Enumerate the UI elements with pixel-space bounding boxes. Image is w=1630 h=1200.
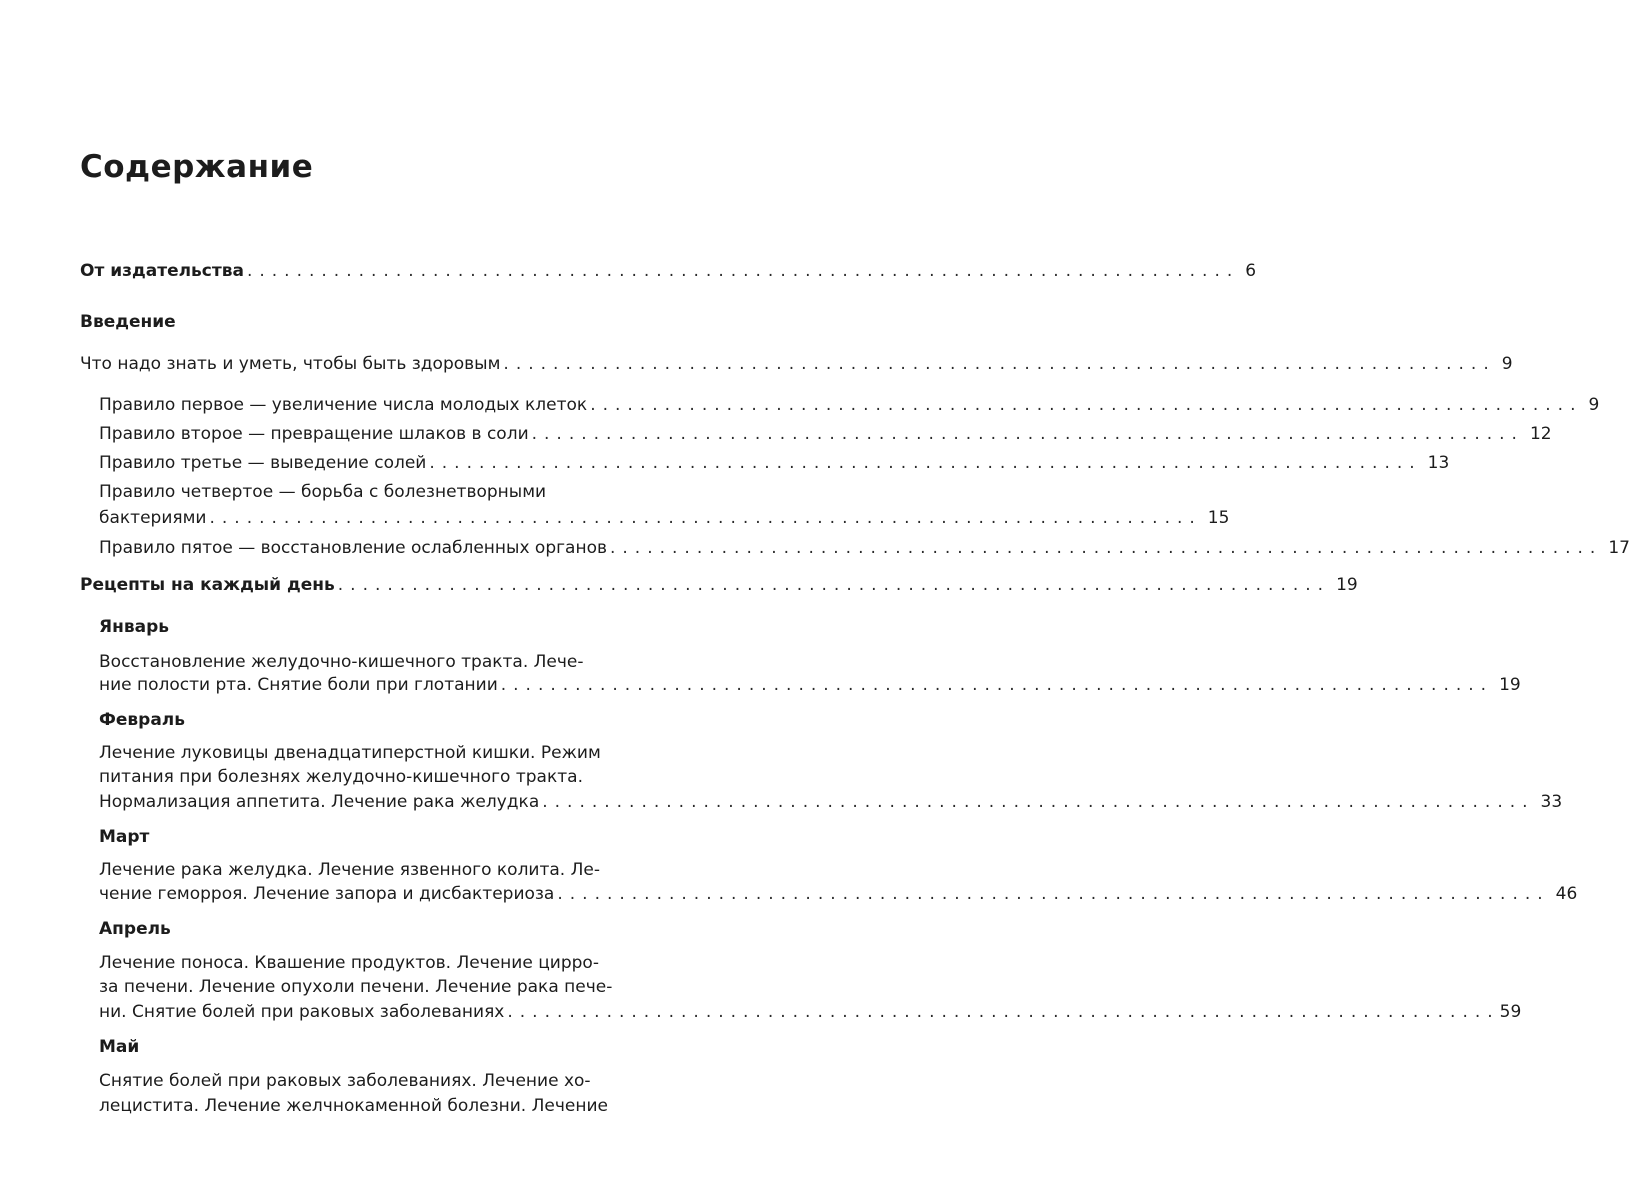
toc-entry-title: Нормализация аппетита. Лечение рака желудка: [99, 792, 540, 812]
toc-entry-april[interactable]: [99, 999, 1522, 1025]
toc-entry-title: Что надо знать и уметь, чтобы быть здоровым: [80, 354, 501, 374]
page-number: 12: [1529, 424, 1552, 444]
month-heading-january: Январь: [99, 617, 169, 637]
month-heading-march: Март: [99, 827, 150, 847]
toc-entry-rule-3[interactable]: [99, 450, 1450, 476]
toc-entry-february[interactable]: [99, 789, 1563, 815]
toc-entry-february-line1[interactable]: Лечение луковицы двенадцатиперстной кишки. Режим: [99, 743, 601, 763]
dot-leader: ................................................................................: [429, 453, 1422, 473]
dot-leader: ................................................................................: [507, 1002, 1500, 1022]
page-number: 46: [1555, 884, 1578, 904]
page-number: 13: [1427, 453, 1450, 473]
month-heading-april: Апрель: [99, 919, 171, 939]
toc-entry-publisher[interactable]: [80, 258, 1257, 284]
toc-entry-recipes[interactable]: [80, 572, 1358, 598]
toc-entry-title: Правило второе — превращение шлаков в соли: [99, 424, 529, 444]
toc-entry-title: бактериями: [99, 508, 207, 528]
toc-entry-may-line1[interactable]: Снятие болей при раковых заболеваниях. Лечение хо-: [99, 1071, 591, 1091]
page-number: 33: [1540, 792, 1563, 812]
dot-leader: ................................................................................: [557, 884, 1550, 904]
toc-entry-rule-1[interactable]: [99, 392, 1600, 418]
month-heading-february: Февраль: [99, 710, 185, 730]
toc-entry-rule-2[interactable]: [99, 421, 1552, 447]
toc-entry-rule-4-line1[interactable]: Правило четвертое — борьба с болезнетворными: [99, 482, 547, 502]
page-number: 59: [1499, 1002, 1522, 1022]
toc-entry-title: Правило пятое — восстановление ослабленных органов: [99, 538, 607, 558]
dot-leader: ................................................................................: [610, 538, 1603, 558]
page-number: 19: [1336, 575, 1358, 595]
toc-entry-title: Рецепты на каждый день: [80, 575, 335, 595]
toc-entry-title: чение геморроя. Лечение запора и дисбактериоза: [99, 884, 555, 904]
toc-entry-intro-main[interactable]: [80, 351, 1513, 377]
toc-entry-january-line1[interactable]: Восстановление желудочно-кишечного тракта. Лече-: [99, 652, 584, 672]
toc-entry-march[interactable]: [99, 881, 1578, 907]
dot-leader: ................................................................................: [503, 354, 1496, 374]
toc-entry-title: ни. Снятие болей при раковых заболеваниях: [99, 1002, 505, 1022]
dot-leader: ................................................................................: [246, 261, 1240, 281]
toc-entry-may-line2[interactable]: лецистита. Лечение желчнокаменной болезни. Лечение: [99, 1096, 608, 1116]
toc-entry-title: ние полости рта. Снятие боли при глотании: [99, 675, 498, 695]
page-number: 6: [1245, 261, 1257, 281]
toc-entry-april-line1[interactable]: Лечение поноса. Квашение продуктов. Лечение цирро-: [99, 953, 599, 973]
dot-leader: ................................................................................: [590, 395, 1583, 415]
month-heading-may: Май: [99, 1037, 140, 1057]
dot-leader: ................................................................................: [531, 424, 1524, 444]
dot-leader: ................................................................................: [542, 792, 1535, 812]
page-number: 9: [1501, 354, 1513, 374]
toc-entry-title: Правило третье — выведение солей: [99, 453, 427, 473]
toc-entry-april-line2[interactable]: за печени. Лечение опухоли печени. Лечение рака пече-: [99, 977, 613, 997]
toc-entry-rule-4[interactable]: [99, 505, 1230, 531]
toc-entry-january[interactable]: [99, 672, 1521, 698]
toc-entry-title: От издательства: [80, 261, 244, 281]
dot-leader: ................................................................................: [337, 575, 1331, 595]
dot-leader: ................................................................................: [209, 508, 1202, 528]
toc-entry-title: Правило первое — увеличение числа молодых клеток: [99, 395, 588, 415]
section-heading-intro: Введение: [80, 312, 176, 332]
dot-leader: ................................................................................: [500, 675, 1494, 695]
page-number: 19: [1499, 675, 1521, 695]
page-number: 9: [1588, 395, 1600, 415]
page-number: 17: [1608, 538, 1630, 558]
page-number: 15: [1207, 508, 1230, 528]
toc-entry-rule-5[interactable]: [99, 535, 1630, 561]
toc-entry-march-line1[interactable]: Лечение рака желудка. Лечение язвенного колита. Ле-: [99, 860, 600, 880]
toc-entry-february-line2[interactable]: питания при болезнях желудочно-кишечного тракта.: [99, 767, 583, 787]
page-title: Содержание: [80, 149, 314, 185]
